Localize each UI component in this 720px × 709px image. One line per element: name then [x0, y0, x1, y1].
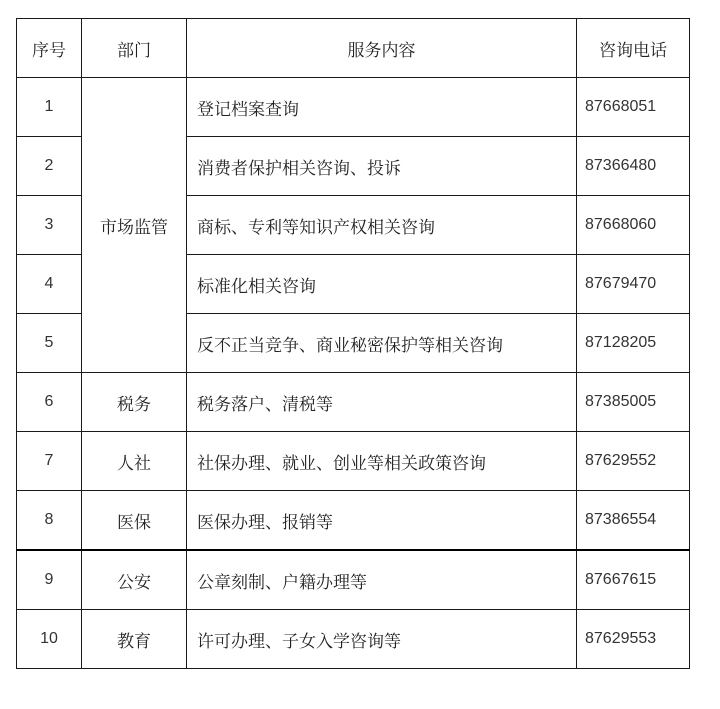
row-phone: 87629552 [577, 432, 690, 491]
row-seq: 9 [17, 550, 82, 610]
row-phone: 87366480 [577, 137, 690, 196]
row-service: 许可办理、子女入学咨询等 [187, 610, 577, 669]
table-row [17, 78, 690, 137]
row-service: 社保办理、就业、创业等相关政策咨询 [187, 432, 577, 491]
row-seq: 10 [17, 610, 82, 669]
row-seq: 8 [17, 491, 82, 551]
header-phone: 咨询电话 [577, 19, 690, 78]
table-row [17, 550, 690, 610]
header-seq: 序号 [17, 19, 82, 78]
row-seq: 4 [17, 255, 82, 314]
row-seq: 1 [17, 78, 82, 137]
row-dept: 市场监管 [82, 78, 187, 373]
row-seq: 7 [17, 432, 82, 491]
row-phone: 87386554 [577, 491, 690, 551]
service-contact-table [16, 18, 690, 669]
header-service: 服务内容 [187, 19, 577, 78]
table-row [17, 373, 690, 432]
row-seq: 6 [17, 373, 82, 432]
row-phone: 87128205 [577, 314, 690, 373]
row-dept: 税务 [82, 373, 187, 432]
row-dept: 医保 [82, 491, 187, 551]
table-header-row [17, 19, 690, 78]
row-phone: 87667615 [577, 550, 690, 610]
row-phone: 87385005 [577, 373, 690, 432]
table-row [17, 610, 690, 669]
row-phone: 87668060 [577, 196, 690, 255]
table-row [17, 432, 690, 491]
row-service: 反不正当竞争、商业秘密保护等相关咨询 [187, 314, 577, 373]
row-service: 消费者保护相关咨询、投诉 [187, 137, 577, 196]
row-service: 登记档案查询 [187, 78, 577, 137]
row-phone: 87679470 [577, 255, 690, 314]
row-dept: 公安 [82, 550, 187, 610]
row-service: 医保办理、报销等 [187, 491, 577, 551]
row-seq: 2 [17, 137, 82, 196]
row-service: 标准化相关咨询 [187, 255, 577, 314]
row-phone: 87668051 [577, 78, 690, 137]
service-contact-table-wrapper [16, 18, 690, 669]
row-dept: 教育 [82, 610, 187, 669]
row-service: 公章刻制、户籍办理等 [187, 550, 577, 610]
row-seq: 3 [17, 196, 82, 255]
row-seq: 5 [17, 314, 82, 373]
row-phone: 87629553 [577, 610, 690, 669]
table-row [17, 491, 690, 551]
row-service: 税务落户、清税等 [187, 373, 577, 432]
header-dept: 部门 [82, 19, 187, 78]
row-dept: 人社 [82, 432, 187, 491]
row-service: 商标、专利等知识产权相关咨询 [187, 196, 577, 255]
